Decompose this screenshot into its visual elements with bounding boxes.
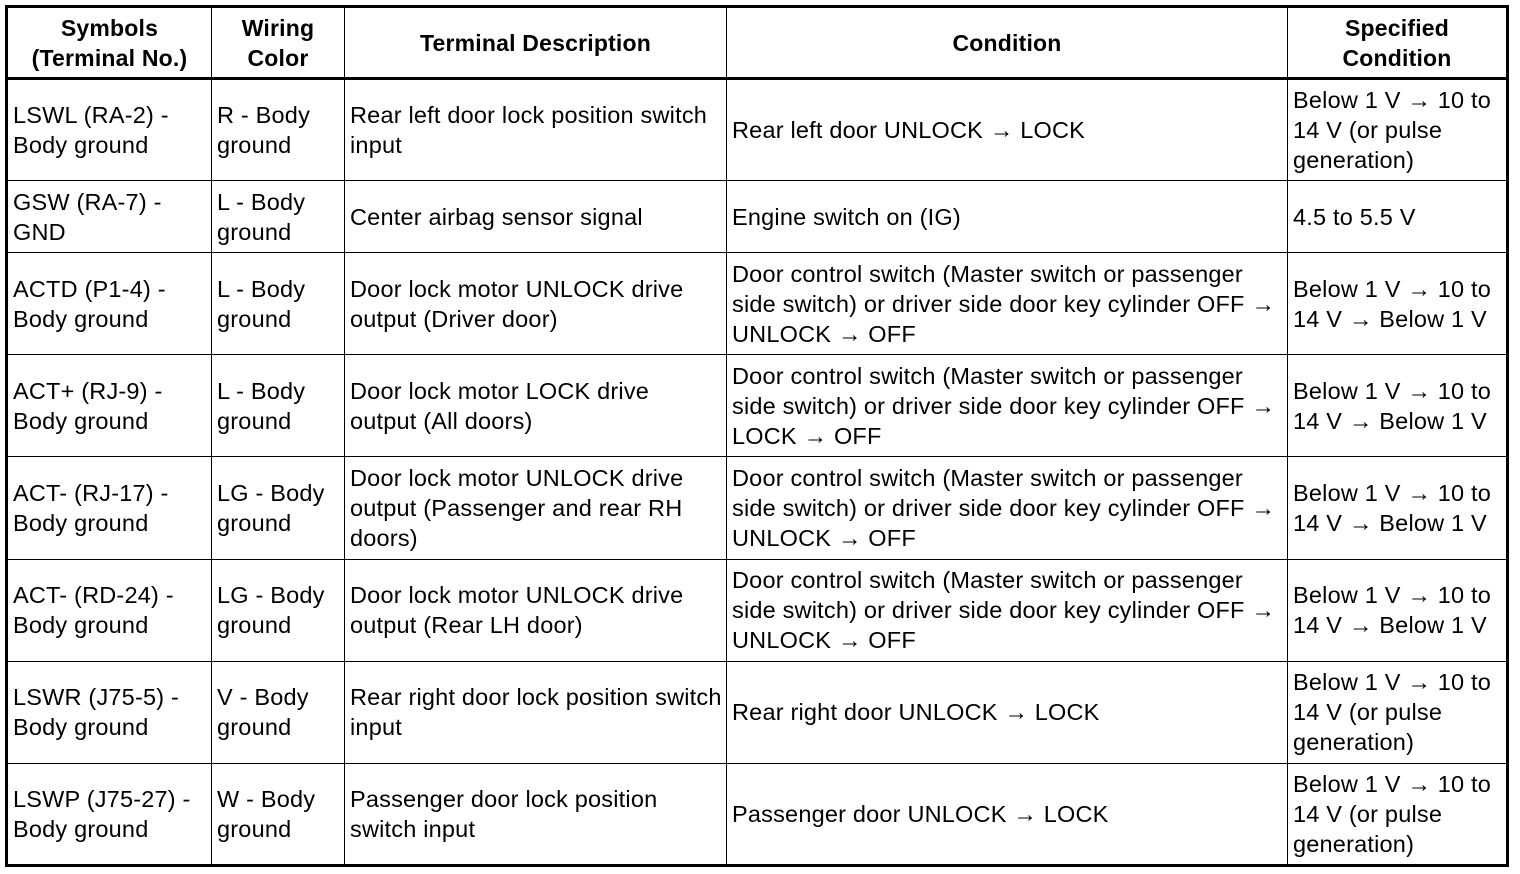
specified-condition-cell: Below 1 V → 10 to 14 V → Below 1 V	[1288, 457, 1508, 559]
specified-condition-cell: Below 1 V → 10 to 14 V → Below 1 V	[1288, 355, 1508, 457]
symbol-cell: ACT+ (RJ-9) - Body ground	[7, 355, 212, 457]
wiring-color-cell: V - Body ground	[212, 661, 345, 763]
table-row	[7, 181, 1508, 253]
table-row	[7, 763, 1508, 865]
condition-cell: Door control switch (Master switch or passenger side switch) or driver side door key cylinder OFF → UNLOCK → OFF	[727, 253, 1288, 355]
condition-cell: Engine switch on (IG)	[727, 181, 1288, 253]
wiring-color-cell: L - Body ground	[212, 253, 345, 355]
specified-condition-cell: 4.5 to 5.5 V	[1288, 181, 1508, 253]
specified-condition-cell: Below 1 V → 10 to 14 V → Below 1 V	[1288, 253, 1508, 355]
header-condition: Condition	[727, 7, 1288, 79]
specified-condition-cell: Below 1 V → 10 to 14 V (or pulse generation)	[1288, 661, 1508, 763]
wiring-color-cell: R - Body ground	[212, 79, 345, 181]
wiring-color-cell: W - Body ground	[212, 763, 345, 865]
terminal-description-cell: Center airbag sensor signal	[345, 181, 727, 253]
terminal-description-cell: Passenger door lock position switch input	[345, 763, 727, 865]
header-wiring-color: Wiring Color	[212, 7, 345, 79]
table-row	[7, 355, 1508, 457]
specified-condition-cell: Below 1 V → 10 to 14 V (or pulse generation)	[1288, 79, 1508, 181]
table-row	[7, 661, 1508, 763]
header-symbols: Symbols (Terminal No.)	[7, 7, 212, 79]
symbol-cell: ACTD (P1-4) - Body ground	[7, 253, 212, 355]
condition-cell: Door control switch (Master switch or passenger side switch) or driver side door key cylinder OFF → LOCK → OFF	[727, 355, 1288, 457]
condition-cell: Passenger door UNLOCK → LOCK	[727, 763, 1288, 865]
condition-cell: Door control switch (Master switch or passenger side switch) or driver side door key cylinder OFF → UNLOCK → OFF	[727, 559, 1288, 661]
wiring-color-cell: L - Body ground	[212, 181, 345, 253]
terminal-description-cell: Door lock motor LOCK drive output (All doors)	[345, 355, 727, 457]
table-row	[7, 253, 1508, 355]
symbol-cell: LSWL (RA-2) - Body ground	[7, 79, 212, 181]
terminal-description-cell: Door lock motor UNLOCK drive output (Passenger and rear RH doors)	[345, 457, 727, 559]
table-row	[7, 457, 1508, 559]
symbol-cell: LSWP (J75-27) - Body ground	[7, 763, 212, 865]
symbol-cell: ACT- (RJ-17) - Body ground	[7, 457, 212, 559]
condition-cell: Door control switch (Master switch or passenger side switch) or driver side door key cylinder OFF → UNLOCK → OFF	[727, 457, 1288, 559]
symbol-cell: ACT- (RD-24) - Body ground	[7, 559, 212, 661]
symbol-cell: LSWR (J75-5) - Body ground	[7, 661, 212, 763]
header-specified-condition: Specified Condition	[1288, 7, 1508, 79]
wiring-color-cell: LG - Body ground	[212, 457, 345, 559]
header-terminal-description: Terminal Description	[345, 7, 727, 79]
terminal-description-cell: Rear left door lock position switch input	[345, 79, 727, 181]
condition-cell: Rear right door UNLOCK → LOCK	[727, 661, 1288, 763]
specified-condition-cell: Below 1 V → 10 to 14 V (or pulse generation)	[1288, 763, 1508, 865]
symbol-cell: GSW (RA-7) - GND	[7, 181, 212, 253]
table-row	[7, 79, 1508, 181]
terminal-description-cell: Rear right door lock position switch input	[345, 661, 727, 763]
wiring-color-cell: LG - Body ground	[212, 559, 345, 661]
specified-condition-cell: Below 1 V → 10 to 14 V → Below 1 V	[1288, 559, 1508, 661]
terminal-description-cell: Door lock motor UNLOCK drive output (Rear LH door)	[345, 559, 727, 661]
terminal-description-cell: Door lock motor UNLOCK drive output (Driver door)	[345, 253, 727, 355]
condition-cell: Rear left door UNLOCK → LOCK	[727, 79, 1288, 181]
table-row	[7, 559, 1508, 661]
wiring-color-cell: L - Body ground	[212, 355, 345, 457]
terminal-table	[5, 5, 1509, 867]
table-header-row	[7, 7, 1508, 79]
